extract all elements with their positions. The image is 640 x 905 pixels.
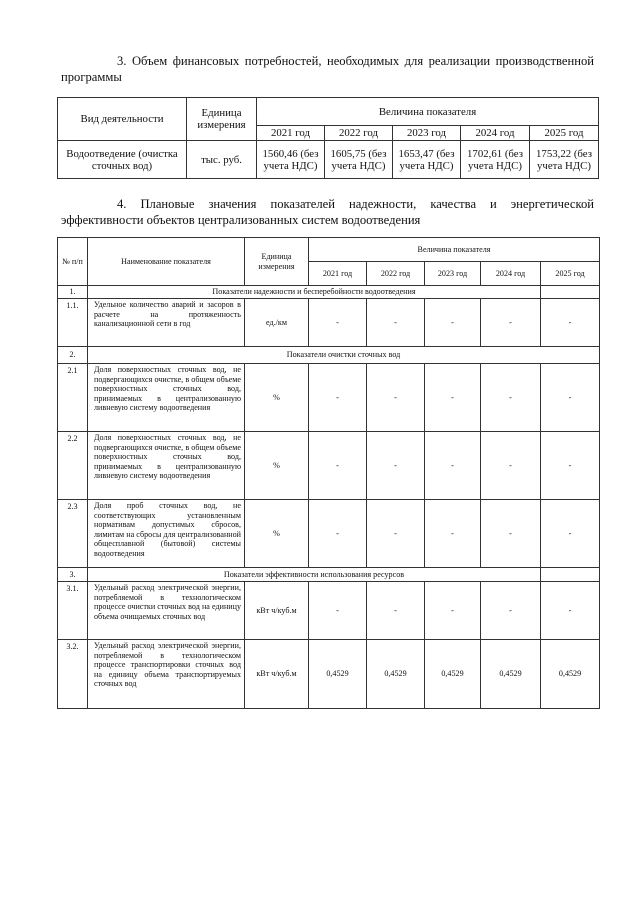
row-value: -: [541, 364, 600, 432]
row-unit: кВт ч/куб.м: [245, 640, 309, 709]
row-value: -: [425, 432, 481, 500]
row-num: 3.1.: [58, 582, 88, 640]
row-value: -: [309, 432, 367, 500]
group-title: Показатели эффективности использования ресурсов: [88, 568, 541, 582]
value-cell: 1605,75 (без учета НДС): [325, 141, 393, 179]
row-value: -: [309, 299, 367, 347]
header-num: № п/п: [58, 238, 88, 286]
value-cell: 1702,61 (без учета НДС): [461, 141, 530, 179]
row-value: -: [425, 364, 481, 432]
row-name: Доля поверхностных сточных вод, не подвергающихся очистке, в общем объеме поверхностных сточных вод, принимаемых в централизованную ливневую систему водоотведения: [88, 432, 245, 500]
row-value: -: [367, 299, 425, 347]
row-unit: %: [245, 432, 309, 500]
year-header: 2021 год: [257, 126, 325, 141]
value-cell: 1753,22 (без учета НДС): [530, 141, 599, 179]
year-header: 2022 год: [367, 262, 425, 286]
row-unit: %: [245, 500, 309, 568]
row-num: 2.1: [58, 364, 88, 432]
header-unit: Единица измерения: [245, 238, 309, 286]
year-header: 2021 год: [309, 262, 367, 286]
group-num: 3.: [58, 568, 88, 582]
row-value: -: [481, 582, 541, 640]
row-value: -: [309, 582, 367, 640]
table-row: [58, 364, 600, 432]
row-value: 0,4529: [481, 640, 541, 709]
row-value: -: [309, 500, 367, 568]
group-title: Показатели очистки сточных вод: [88, 347, 600, 364]
row-value: -: [367, 582, 425, 640]
unit-cell: тыс. руб.: [187, 141, 257, 179]
row-name: Доля поверхностных сточных вод, не подвергающихся очистке, в общем объеме поверхностных сточных вод, принимаемых в централизованную ливневую систему водоотведения: [88, 364, 245, 432]
value-cell: 1560,46 (без учета НДС): [257, 141, 325, 179]
row-value: -: [481, 364, 541, 432]
table-row: [58, 640, 600, 709]
table-row: [58, 432, 600, 500]
row-name: Доля проб сточных вод, не соответствующих установленным нормативам допустимых сбросов, лимитам на сбросы для централизованной общесплавной (бытовой) системы водоотведения: [88, 500, 245, 568]
activity-cell: Водоотведение (очистка сточных вод): [58, 141, 187, 179]
year-header: 2025 год: [541, 262, 600, 286]
indicators-table: [57, 237, 600, 709]
row-value: 0,4529: [425, 640, 481, 709]
header-value: Величина показателя: [257, 98, 599, 126]
group-num: 2.: [58, 347, 88, 364]
row-value: -: [541, 500, 600, 568]
row-num: 3.2.: [58, 640, 88, 709]
row-num: 1.1.: [58, 299, 88, 347]
row-value: -: [309, 364, 367, 432]
table-row: [58, 299, 600, 347]
row-value: -: [425, 299, 481, 347]
header-value: Величина показателя: [309, 238, 600, 262]
row-value: 0,4529: [541, 640, 600, 709]
year-header: 2023 год: [425, 262, 481, 286]
row-value: -: [541, 582, 600, 640]
table-row: [58, 582, 600, 640]
section4-heading: 4. Плановые значения показателей надежности, качества и энергетической эффективности объектов централизованных систем водоотведения: [61, 197, 594, 227]
year-header: 2024 год: [481, 262, 541, 286]
row-value: -: [367, 364, 425, 432]
row-num: 2.2: [58, 432, 88, 500]
row-unit: %: [245, 364, 309, 432]
group-title: Показатели надежности и бесперебойности водоотведения: [88, 286, 541, 299]
header-activity: Вид деятельности: [58, 98, 187, 141]
row-name: Удельное количество аварий и засоров в расчете на протяженность канализационной сети в год: [88, 299, 245, 347]
group-num: 1.: [58, 286, 88, 299]
row-unit: кВт ч/куб.м: [245, 582, 309, 640]
section3-heading: 3. Объем финансовых потребностей, необходимых для реализации производственной программы: [61, 54, 594, 84]
row-value: -: [541, 299, 600, 347]
row-value: 0,4529: [367, 640, 425, 709]
header-unit: Единица измерения: [187, 98, 257, 141]
row-value: -: [541, 432, 600, 500]
row-num: 2.3: [58, 500, 88, 568]
row-value: -: [481, 500, 541, 568]
header-name: Наименование показателя: [88, 238, 245, 286]
year-header: 2025 год: [530, 126, 599, 141]
row-value: 0,4529: [309, 640, 367, 709]
row-value: -: [481, 299, 541, 347]
row-name: Удельный расход электрической энергии, потребляемой в технологическом процессе транспортировки сточных вод на единицу объема транспортируемых сточных вод: [88, 640, 245, 709]
row-value: -: [425, 582, 481, 640]
financial-needs-table: [57, 97, 599, 179]
value-cell: 1653,47 (без учета НДС): [393, 141, 461, 179]
row-name: Удельный расход электрической энергии, потребляемой в технологическом процессе очистки сточных вод на единицу объема очищаемых сточных вод: [88, 582, 245, 640]
year-header: 2023 год: [393, 126, 461, 141]
table-row: [58, 500, 600, 568]
year-header: 2022 год: [325, 126, 393, 141]
row-value: -: [367, 432, 425, 500]
row-value: -: [481, 432, 541, 500]
row-value: -: [425, 500, 481, 568]
year-header: 2024 год: [461, 126, 530, 141]
row-unit: ед./км: [245, 299, 309, 347]
row-value: -: [367, 500, 425, 568]
